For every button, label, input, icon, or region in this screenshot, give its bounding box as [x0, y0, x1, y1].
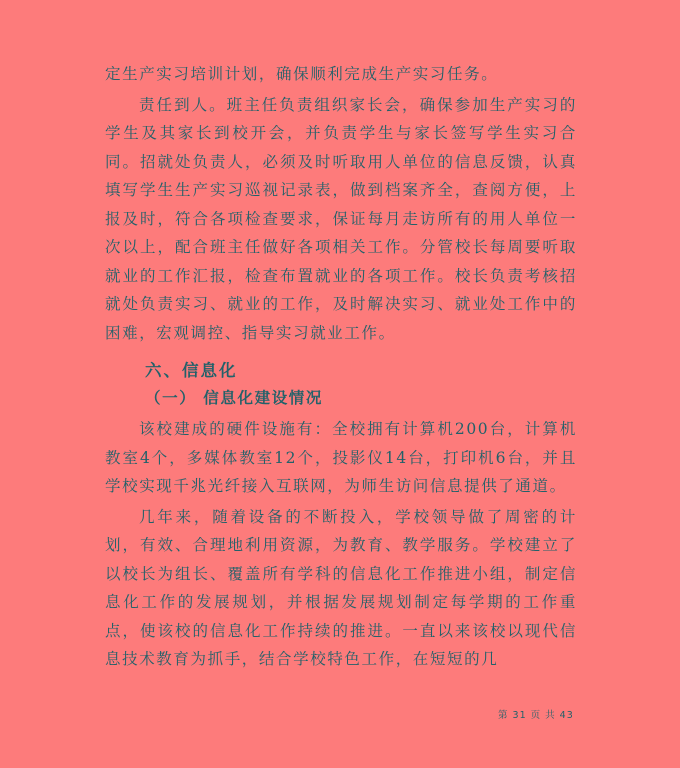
paragraph-continuation: 定生产实习培训计划，确保顺利完成生产实习任务。: [105, 65, 499, 83]
section-heading: 六、信息化: [145, 361, 238, 380]
page-number: 第 31 页 共 43: [498, 710, 574, 721]
paragraph-responsibility: 责任到人。班主任负责组织家长会，确保参加生产实习的学生及其家长到校开会，并负责学生与家长签写学生实习合同。招就处负责人，必须及时听取用人单位的信息反馈，认真填写学生生产实习巡视记录表，做到档案齐全，查阅方便，上报及时，符合各项检查要求，保证每月走访所有的用人单位一次以上，配合班主任做好各项相关工作。分管校长每周要听取就业的工作汇报，检查布置就业的各项工作。校长负责考核招就处负责实习、就业的工作，及时解决实习、就业处工作中的困难，宏观调控、指导实习就业工作。: [105, 95, 577, 342]
subsection-heading: （一） 信息化建设情况: [145, 388, 323, 407]
document-page: [105, 60, 577, 674]
paragraph-hardware: 该校建成的硬件设施有：全校拥有计算机200台，计算机教室4个，多媒体教室12个，投影仪14台，打印机6台，并且学校实现千兆光纤接入互联网，为师生访问信息提供了通道。: [105, 420, 577, 495]
paragraph-informatization: 几年来，随着设备的不断投入，学校领导做了周密的计划，有效、合理地利用资源，为教育、教学服务。学校建立了以校长为组长、覆盖所有学科的信息化工作推进小组，制定信息化工作的发展规划，并根据发展规划制定每学期的工作重点，使该校的信息化工作持续的推进。一直以来该校以现代信息技术教育为抓手，结合学校特色工作，在短短的几: [105, 507, 577, 668]
